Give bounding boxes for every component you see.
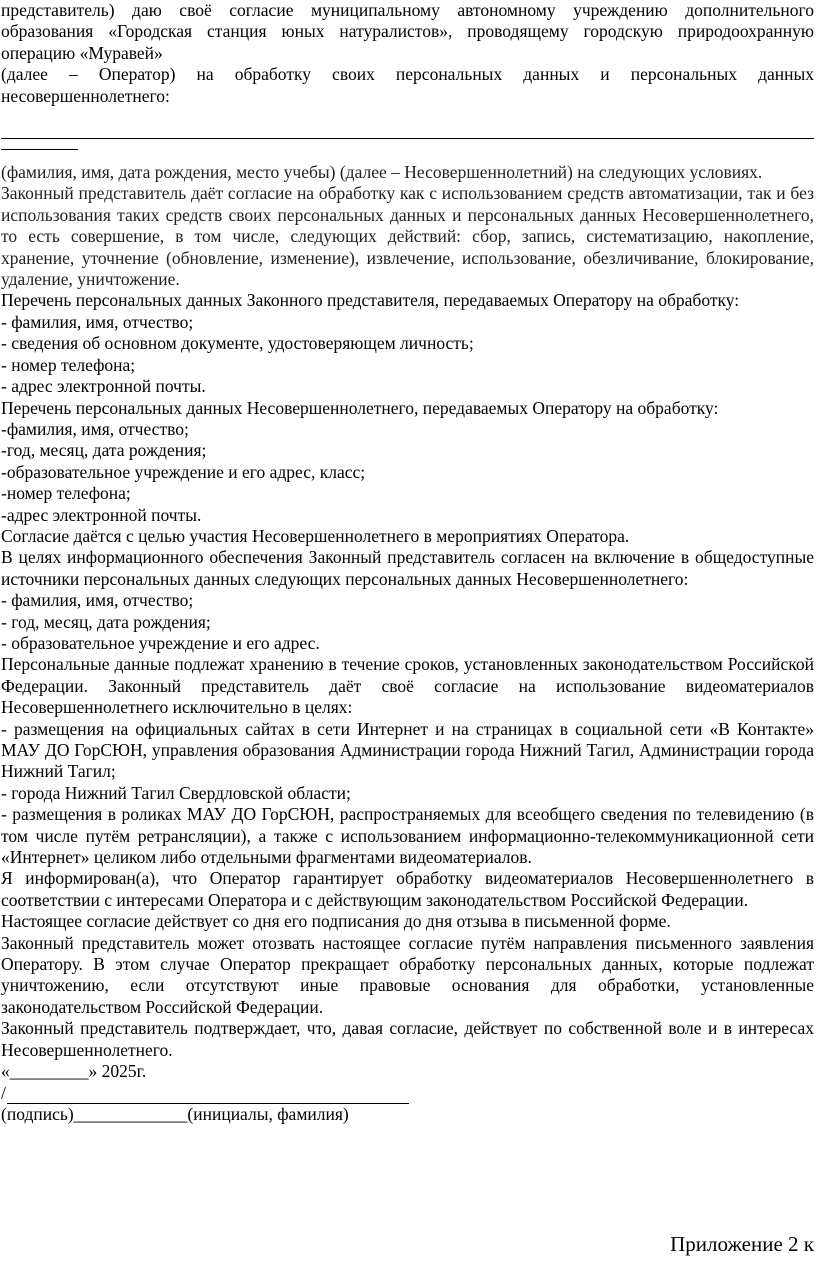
revoke-paragraph: Законный представитель может отозвать настоящее согласие путём направления письменного заявления Оператору. В этом случае Оператор прекращает обработку персональных данных, которые подлежат уничтожению, если отсутствуют иные правовые основания для обработки, установленные законодательством Российской Федерации. xyxy=(1,932,814,1017)
purpose-paragraph: Согласие даётся с целью участия Несовершеннолетнего в мероприятиях Оператора. xyxy=(1,525,630,546)
signature-line xyxy=(1,1083,814,1104)
list-item: - образовательное учреждение и его адрес. xyxy=(1,632,320,653)
list-item: - размещения в роликах МАУ ДО ГорСЮН, распространяемых для всеобщего сведения по телевидению (в том числе путём ретрансляции), а также с использованием информационно-телекоммуникационной сети «Интернет» целиком либо отдельными фрагментами видеоматериалов. xyxy=(1,804,814,868)
list-item: -адрес электронной почты. xyxy=(1,504,202,525)
appendix-label: Приложение 2 к xyxy=(670,1232,814,1256)
list-item: - города Нижний Тагил Свердловской области; xyxy=(1,782,351,803)
list-item: - адрес электронной почты. xyxy=(1,376,206,397)
date-line: «_________» 2025г. xyxy=(1,1061,147,1082)
list-item: - год, месяц, дата рождения; xyxy=(1,611,211,632)
operator-paragraph: (далее – Оператор) на обработку своих персональных данных и персональных данных несовершеннолетнего: xyxy=(1,64,814,106)
signature-caption: (подпись)_____________(инициалы, фамилия) xyxy=(1,1103,349,1124)
list-item: - фамилия, имя, отчество; xyxy=(1,590,194,611)
list-item: - сведения об основном документе, удостоверяющем личность; xyxy=(1,333,474,354)
minor-data-heading: Перечень персональных данных Несовершеннолетнего, передаваемых Оператору на обработку: xyxy=(1,397,719,418)
list-item: -образовательное учреждение и его адрес, класс; xyxy=(1,461,366,482)
list-item: -фамилия, имя, отчество; xyxy=(1,418,189,439)
fill-in-line xyxy=(1,117,814,139)
list-item: - размещения на официальных сайтах в сети Интернет и на страницах в социальной сети «В Контакте» МАУ ДО ГорСЮН, управления образования Администрации города Нижний Тагил, Администрации города Нижний Тагил; xyxy=(1,718,814,782)
storage-paragraph: Персональные данные подлежат хранению в течение сроков, установленных законодательством Российской Федерации. Законный представитель даёт своё согласие на использование видеоматериалов Несовершеннолетнего исключительно в целях: xyxy=(1,654,814,718)
processing-consent-paragraph: Законный представитель даёт согласие на обработку как с использованием средств автоматизации, так и без использования таких средств своих персональных данных и персональных данных Несовершеннолетнего, то есть совершение, в том числе, следующих действий: сбор, запись, систематизацию, накопление, хранение, уточнение (обновление, изменение), извлечение, использование, обезличивание, блокирование, удаление, уничтожение. xyxy=(1,183,814,290)
fill-in-line-short xyxy=(1,139,78,150)
confirm-paragraph: Законный представитель подтверждает, что, давая согласие, действует по собственной воле и в интересах Несовершеннолетнего. xyxy=(1,1018,814,1060)
spacer xyxy=(1,150,814,162)
list-item: -год, месяц, дата рождения; xyxy=(1,440,207,461)
validity-paragraph: Настоящее согласие действует со дня его подписания до дня отзыва в письменной форме. xyxy=(1,911,671,932)
intro-paragraph: представитель) даю своё согласие муниципальному автономному учреждению дополнительного образования «Городская станция юных натуралистов», проводящему городскую природоохранную операцию «Муравей» xyxy=(1,0,814,63)
rep-data-heading: Перечень персональных данных Законного представителя, передаваемых Оператору на обработку: xyxy=(1,290,740,311)
informed-paragraph: Я информирован(а), что Оператор гарантирует обработку видеоматериалов Несовершеннолетнего в соответствии с интересами Оператора и с действующим законодательством Российской Федерации. xyxy=(1,868,814,910)
list-item: -номер телефона; xyxy=(1,483,131,504)
public-data-heading: В целях информационного обеспечения Законный представитель согласен на включение в общедоступные источники персональных данных следующих персональных данных Несовершеннолетнего: xyxy=(1,547,814,589)
list-item: - фамилия, имя, отчество; xyxy=(1,311,194,332)
signature-prefix: / xyxy=(1,1082,6,1103)
fill-in-caption: (фамилия, имя, дата рождения, место учебы) (далее – Несовершеннолетний) на следующих условиях. xyxy=(1,162,763,183)
signature-fill-line xyxy=(7,1085,409,1104)
list-item: - номер телефона; xyxy=(1,354,136,375)
